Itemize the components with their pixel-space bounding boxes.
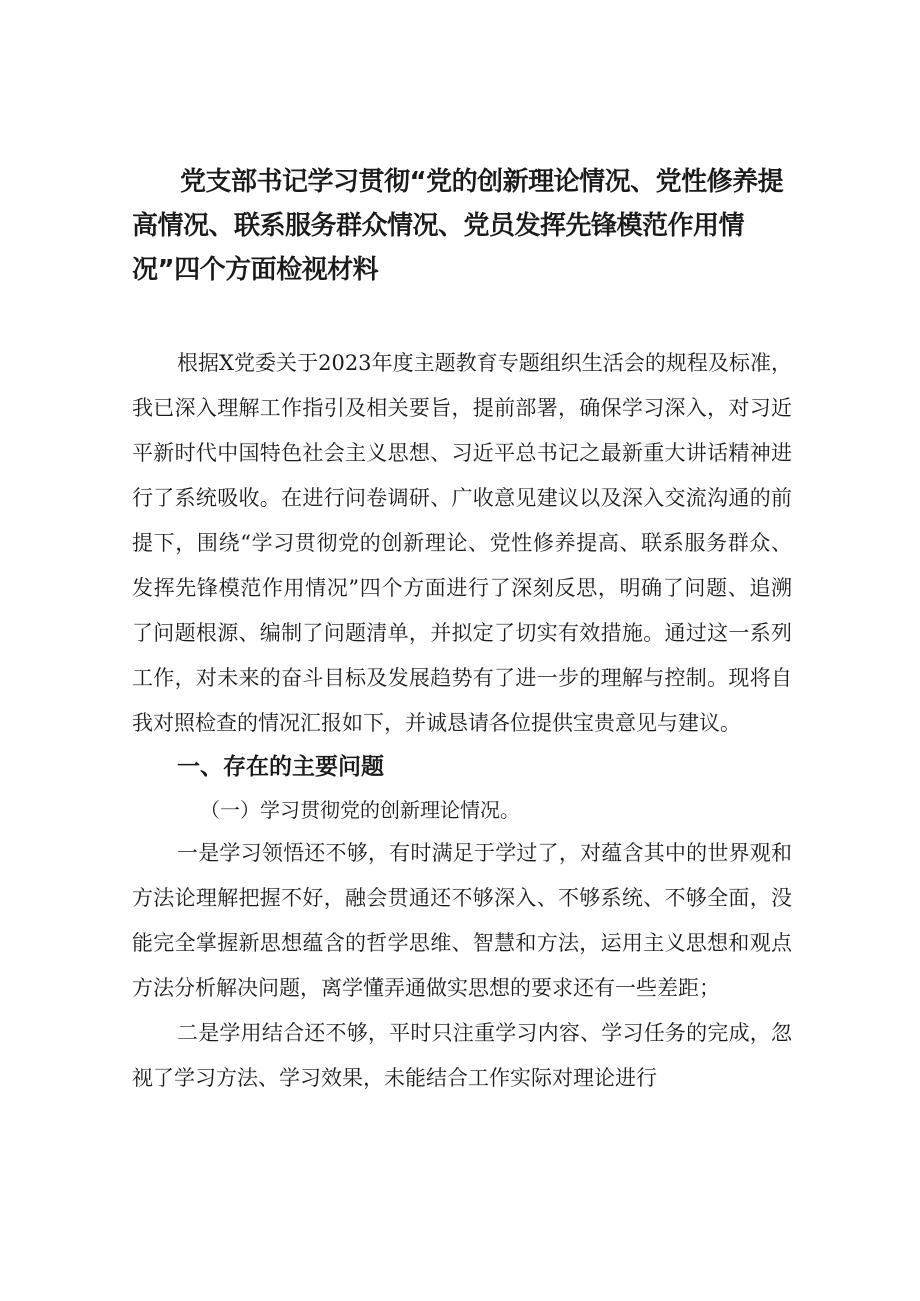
- section-heading: 一、存在的主要问题: [177, 754, 384, 780]
- document-body: [132, 341, 792, 1101]
- body-paragraph: 一是学习领悟还不够，有时满足于学过了，对蕴含其中的世界观和方法论理解把握不好，融会贯通还不够深入、不够系统、不够全面，没能完全掌握新思想蕴含的哲学思维、智慧和方法，运用主义思想和观点方法分析解决问题，离学懂弄通做实思想的要求还有一些差距；: [132, 841, 792, 1000]
- subsection-heading: （一）学习贯彻党的创新理论情况。: [200, 798, 520, 822]
- body-paragraph: 二是学用结合还不够，平时只注重学习内容、学习任务的完成，忽视了学习方法、学习效果，未能结合工作实际对理论进行: [132, 1021, 792, 1090]
- document-title: 党支部书记学习贯彻“党的创新理论情况、党性修养提高情况、联系服务群众情况、党员发挥先锋模范作用情况”四个方面检视材料: [132, 167, 784, 285]
- intro-paragraph: 根据X党委关于2023年度主题教育专题组织生活会的规程及标准，我已深入理解工作指引及相关要旨，提前部署，确保学习深入，对习近平新时代中国特色社会主义思想、习近平总书记之最新重大讲话精神进行了系统吸收。在进行问卷调研、广收意见建议以及深入交流沟通的前提下，围绕“学习贯彻党的创新理论、党性修养提高、联系服务群众、发挥先锋模范作用情况”四个方面进行了深刻反思，明确了问题、追溯了问题根源、编制了问题清单，并拟定了切实有效措施。通过这一系列工作，对未来的奋斗目标及发展趋势有了进一步的理解与控制。现将自我对照检查的情况汇报如下，并诚恳请各位提供宝贵意见与建议。: [132, 351, 792, 735]
